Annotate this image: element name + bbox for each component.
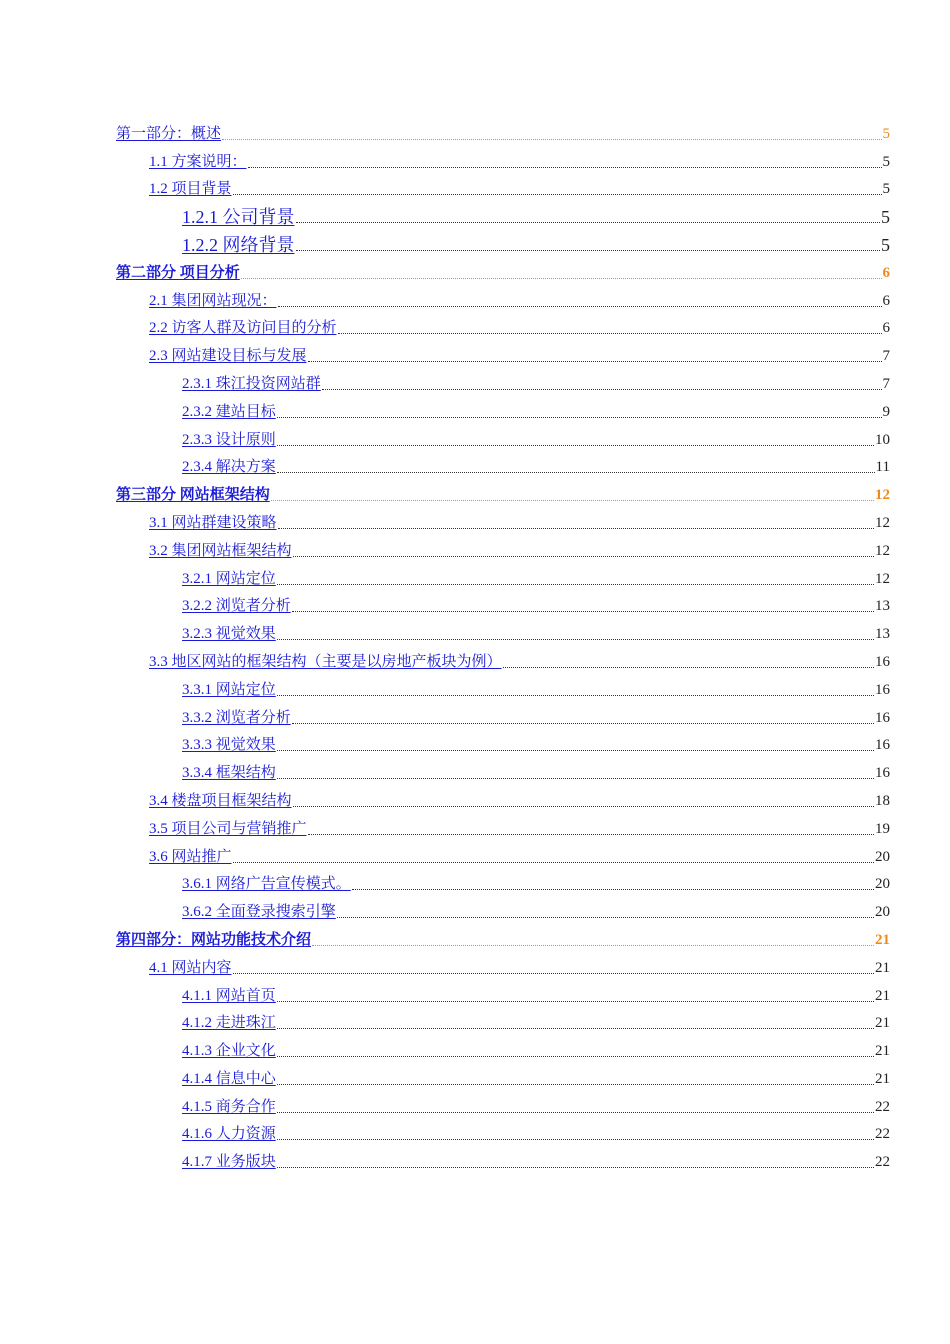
toc-entry[interactable] xyxy=(116,227,890,255)
toc-page-number: 12 xyxy=(875,570,890,587)
dot-leader xyxy=(233,179,882,199)
toc-entry-link[interactable]: 2.3.1 珠江投资网站群 xyxy=(182,375,321,392)
toc-entry[interactable] xyxy=(116,505,890,533)
dot-leader xyxy=(308,819,874,839)
toc-page-number: 16 xyxy=(875,653,890,670)
toc-entry-link[interactable]: 4.1.6 人力资源 xyxy=(182,1126,276,1143)
dot-leader xyxy=(277,1124,874,1144)
toc-page-number: 5 xyxy=(882,153,890,170)
dot-leader xyxy=(277,735,874,755)
toc-page-number: 21 xyxy=(875,931,890,948)
dot-leader xyxy=(277,624,874,644)
toc-entry[interactable] xyxy=(116,922,890,950)
toc-entry[interactable] xyxy=(116,366,890,394)
dot-leader xyxy=(277,569,874,589)
toc-entry-link[interactable]: 3.4 楼盘项目框架结构 xyxy=(149,792,292,809)
dot-leader xyxy=(233,958,874,978)
toc-entry-link[interactable]: 3.1 网站群建设策略 xyxy=(149,514,277,531)
toc-entry-link[interactable]: 1.2.2 网络背景 xyxy=(182,234,295,255)
dot-leader xyxy=(222,124,881,144)
toc-entry[interactable] xyxy=(116,644,890,672)
toc-page-number: 21 xyxy=(875,959,890,976)
toc-page-number: 20 xyxy=(875,848,890,865)
dot-leader xyxy=(277,402,882,422)
dot-leader xyxy=(248,152,882,172)
toc-entry[interactable] xyxy=(116,172,890,200)
toc-entry[interactable] xyxy=(116,950,890,978)
toc-page-number: 7 xyxy=(882,375,890,392)
toc-entry-link[interactable]: 3.3.3 视觉效果 xyxy=(182,737,276,754)
dot-leader xyxy=(292,596,874,616)
toc-entry[interactable] xyxy=(116,894,890,922)
dot-leader xyxy=(293,791,874,811)
toc-page-number: 16 xyxy=(875,681,890,698)
toc-entry[interactable] xyxy=(116,283,890,311)
toc-entry[interactable] xyxy=(116,311,890,339)
toc-page-number: 7 xyxy=(882,348,890,365)
toc-page-number: 12 xyxy=(875,487,890,504)
toc-page-number: 6 xyxy=(882,292,890,309)
toc-entry[interactable] xyxy=(116,728,890,756)
dot-leader xyxy=(277,1069,874,1089)
dot-leader xyxy=(338,318,882,338)
dot-leader xyxy=(337,902,874,922)
toc-entry[interactable] xyxy=(116,450,890,478)
toc-page-number: 10 xyxy=(875,431,890,448)
toc-page-number: 6 xyxy=(882,320,890,337)
dot-leader xyxy=(271,485,874,505)
dot-leader xyxy=(277,1152,874,1172)
dot-leader xyxy=(312,930,874,950)
dot-leader xyxy=(233,847,874,867)
toc-page-number: 13 xyxy=(875,626,890,643)
toc-entry[interactable] xyxy=(116,116,890,144)
dot-leader xyxy=(296,235,881,255)
dot-leader xyxy=(352,874,874,894)
toc-entry[interactable] xyxy=(116,811,890,839)
toc-entry-link[interactable]: 3.6 网站推广 xyxy=(149,848,232,865)
toc-page-number: 5 xyxy=(881,207,890,228)
toc-page-number: 21 xyxy=(875,1043,890,1060)
toc-entry-link[interactable]: 4.1.1 网站首页 xyxy=(182,987,276,1004)
toc-page-number: 11 xyxy=(875,459,890,476)
dot-leader xyxy=(277,457,875,477)
toc-entry-link[interactable]: 2.2 访客人群及访问目的分析 xyxy=(149,320,337,337)
toc-page-number: 5 xyxy=(881,234,890,255)
toc-entry[interactable] xyxy=(116,1144,890,1172)
toc-entry[interactable] xyxy=(116,422,890,450)
toc-entry-link[interactable]: 第一部分：概述 xyxy=(116,125,222,142)
toc-page-number: 21 xyxy=(875,1070,890,1087)
toc-entry-link[interactable]: 第三部分 网站框架结构 xyxy=(116,487,270,504)
toc-entry-link[interactable]: 3.2.1 网站定位 xyxy=(182,570,276,587)
toc-entry-link[interactable]: 2.3 网站建设目标与发展 xyxy=(149,348,307,365)
toc-entry-link[interactable]: 3.5 项目公司与营销推广 xyxy=(149,820,307,837)
toc-page-number: 20 xyxy=(875,876,890,893)
toc-entry[interactable] xyxy=(116,199,890,227)
toc-entry-link[interactable]: 2.1 集团网站现况： xyxy=(149,292,277,309)
dot-leader xyxy=(296,207,881,227)
dot-leader xyxy=(277,763,874,783)
toc-entry-link[interactable]: 3.3 地区网站的框架结构（主要是以房地产板块为例） xyxy=(149,653,502,670)
dot-leader xyxy=(277,1097,874,1117)
toc-entry[interactable] xyxy=(116,589,890,617)
toc-entry[interactable] xyxy=(116,533,890,561)
toc-entry[interactable] xyxy=(116,477,890,505)
toc-entry[interactable] xyxy=(116,255,890,283)
toc-entry[interactable] xyxy=(116,338,890,366)
dot-leader xyxy=(308,346,882,366)
toc-entry[interactable] xyxy=(116,561,890,589)
toc-entry-link[interactable]: 3.6.2 全面登录搜索引擎 xyxy=(182,904,336,921)
toc-entry[interactable] xyxy=(116,978,890,1006)
toc-entry-link[interactable]: 3.2.3 视觉效果 xyxy=(182,626,276,643)
toc-entry-link[interactable]: 3.3.2 浏览者分析 xyxy=(182,709,291,726)
toc-entry-link[interactable]: 4.1 网站内容 xyxy=(149,959,232,976)
toc-entry[interactable] xyxy=(116,1033,890,1061)
toc-page-number: 22 xyxy=(875,1098,890,1115)
dot-leader xyxy=(322,374,882,394)
toc-entry-link[interactable]: 4.1.4 信息中心 xyxy=(182,1070,276,1087)
dot-leader xyxy=(278,291,882,311)
toc-entry-link[interactable]: 第四部分：网站功能技术介绍 xyxy=(116,931,312,948)
dot-leader xyxy=(278,513,874,533)
table-of-contents xyxy=(116,116,890,1172)
toc-entry-link[interactable]: 2.3.2 建站目标 xyxy=(182,403,276,420)
toc-entry-link[interactable]: 4.1.7 业务版块 xyxy=(182,1154,276,1171)
toc-page-number: 12 xyxy=(875,542,890,559)
toc-page-number: 16 xyxy=(875,709,890,726)
toc-entry-link[interactable]: 3.3.1 网站定位 xyxy=(182,681,276,698)
toc-entry[interactable] xyxy=(116,1117,890,1145)
toc-entry-link[interactable]: 1.2 项目背景 xyxy=(149,181,232,198)
toc-page-number: 22 xyxy=(875,1126,890,1143)
toc-entry-link[interactable]: 3.2 集团网站框架结构 xyxy=(149,542,292,559)
toc-entry-link[interactable]: 3.2.2 浏览者分析 xyxy=(182,598,291,615)
dot-leader xyxy=(277,680,874,700)
toc-page-number: 9 xyxy=(882,403,890,420)
toc-page-number: 12 xyxy=(875,514,890,531)
toc-page-number: 19 xyxy=(875,820,890,837)
toc-entry[interactable] xyxy=(116,394,890,422)
toc-entry[interactable] xyxy=(116,700,890,728)
toc-page-number: 21 xyxy=(875,1015,890,1032)
dot-leader xyxy=(277,430,874,450)
toc-entry-link[interactable]: 3.6.1 网络广告宣传模式。 xyxy=(182,876,351,893)
toc-page-number: 20 xyxy=(875,904,890,921)
toc-entry-link[interactable]: 4.1.3 企业文化 xyxy=(182,1043,276,1060)
toc-page-number: 5 xyxy=(882,125,890,142)
toc-entry[interactable] xyxy=(116,839,890,867)
toc-entry-link[interactable]: 1.2.1 公司背景 xyxy=(182,207,295,228)
toc-entry-link[interactable]: 4.1.2 走进珠江 xyxy=(182,1015,276,1032)
toc-entry-link[interactable]: 3.3.4 框架结构 xyxy=(182,765,276,782)
dot-leader xyxy=(277,986,874,1006)
toc-entry-link[interactable]: 4.1.5 商务合作 xyxy=(182,1098,276,1115)
toc-entry[interactable] xyxy=(116,783,890,811)
dot-leader xyxy=(241,263,882,283)
toc-entry-link[interactable]: 2.3.4 解决方案 xyxy=(182,459,276,476)
toc-entry[interactable] xyxy=(116,1006,890,1034)
toc-page-number: 22 xyxy=(875,1154,890,1171)
dot-leader xyxy=(503,652,874,672)
toc-entry-link[interactable]: 1.1 方案说明： xyxy=(149,153,247,170)
dot-leader xyxy=(292,708,874,728)
toc-page-number: 6 xyxy=(882,264,890,281)
toc-entry[interactable] xyxy=(116,867,890,895)
dot-leader xyxy=(277,1041,874,1061)
toc-entry[interactable] xyxy=(116,144,890,172)
toc-entry[interactable] xyxy=(116,755,890,783)
toc-entry-link[interactable]: 2.3.3 设计原则 xyxy=(182,431,276,448)
toc-entry[interactable] xyxy=(116,672,890,700)
dot-leader xyxy=(293,541,874,561)
toc-entry[interactable] xyxy=(116,1061,890,1089)
toc-entry[interactable] xyxy=(116,1089,890,1117)
toc-page-number: 21 xyxy=(875,987,890,1004)
toc-page-number: 16 xyxy=(875,765,890,782)
toc-page-number: 18 xyxy=(875,792,890,809)
toc-page-number: 13 xyxy=(875,598,890,615)
toc-entry-link[interactable]: 第二部分 项目分析 xyxy=(116,264,240,281)
toc-page-number: 5 xyxy=(882,181,890,198)
dot-leader xyxy=(277,1013,874,1033)
toc-page-number: 16 xyxy=(875,737,890,754)
toc-entry[interactable] xyxy=(116,616,890,644)
